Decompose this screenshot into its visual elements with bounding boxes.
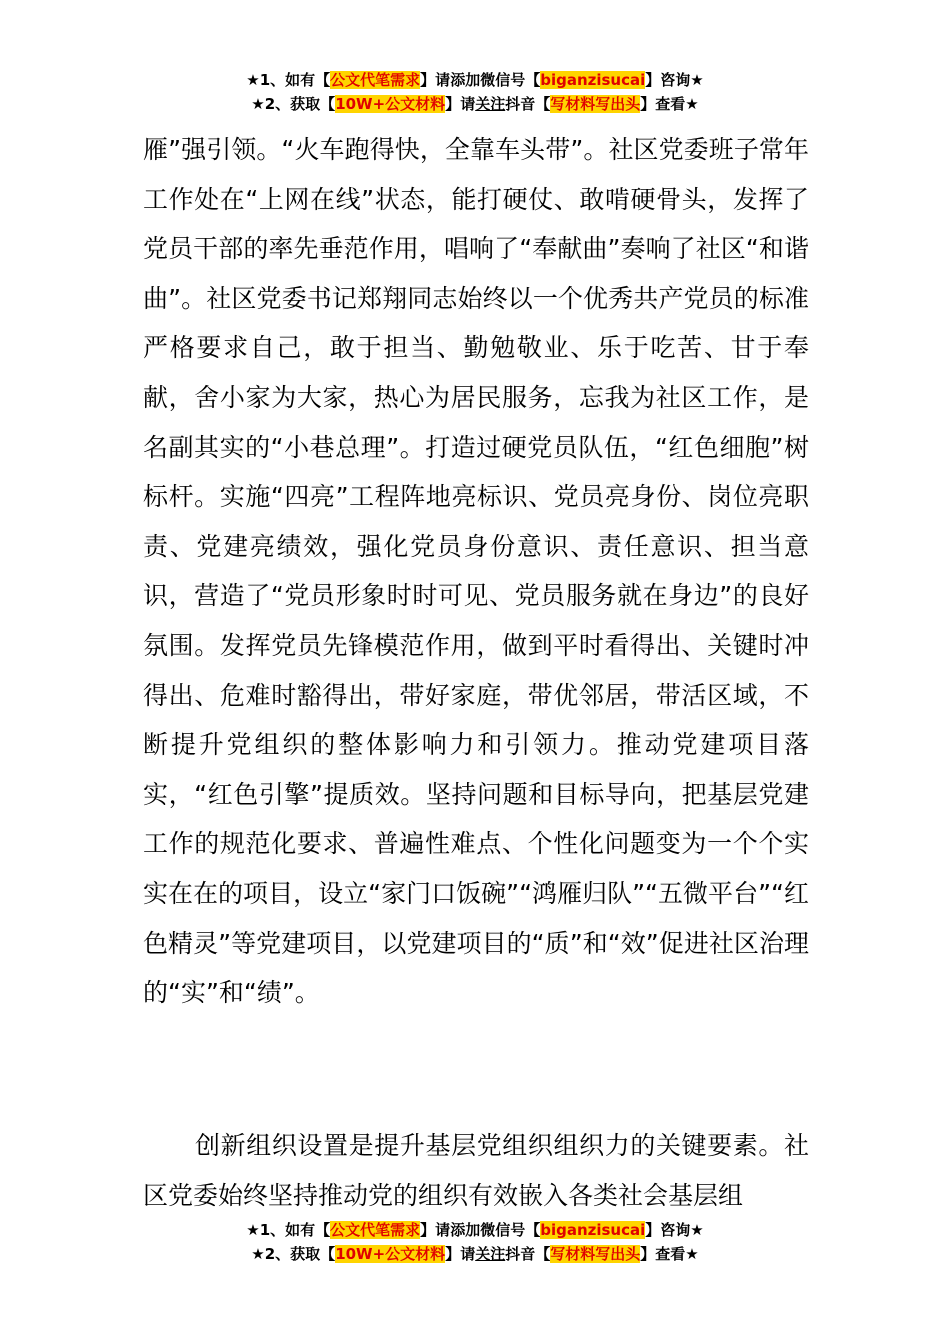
banner-line-1: ★1、如有【公文代笔需求】请添加微信号【biganzisucai】咨询★	[246, 1221, 704, 1239]
highlight-douyin: 写材料写出头	[550, 1245, 641, 1263]
header-banner	[0, 68, 950, 116]
banner-line-1: ★1、如有【公文代笔需求】请添加微信号【biganzisucai】咨询★	[246, 71, 704, 89]
paragraph-2: 创新组织设置是提升基层党组织组织力的关键要素。社区党委始终坚持推动党的组织有效嵌入各类社会基层组	[143, 1131, 809, 1210]
highlight-wechat-id: biganzisucai	[540, 71, 646, 89]
highlight-douyin: 写材料写出头	[550, 95, 641, 113]
highlight-wechat-id: biganzisucai	[540, 1221, 646, 1239]
highlight-materials: 10W+公文材料	[335, 1245, 446, 1263]
banner-line-2: ★2、获取【10W+公文材料】请关注抖音【写材料写出头】查看★	[251, 95, 699, 113]
highlight-materials: 10W+公文材料	[335, 95, 446, 113]
document-body	[143, 125, 809, 1018]
highlight-service: 公文代笔需求	[330, 1221, 421, 1239]
footer-banner	[0, 1218, 950, 1266]
paragraph-1: 雁”强引领。“火车跑得快，全靠车头带”。社区党委班子常年工作处在“上网在线”状态，能打硬仗、敢啃硬骨头，发挥了党员干部的率先垂范作用，唱响了“奉献曲”奏响了社区“和谐曲”。社区党委书记郑翔同志始终以一个优秀共产党员的标准严格要求自己，敢于担当、勤勉敬业、乐于吃苦、甘于奉献，舍小家为大家，热心为居民服务，忘我为社区工作，是名副其实的“小巷总理”。打造过硬党员队伍，“红色细胞”树标杆。实施“四亮”工程阵地亮标识、党员亮身份、岗位亮职责、党建亮绩效，强化党员身份意识、责任意识、担当意识，营造了“党员形象时时可见、党员服务就在身边”的良好氛围。发挥党员先锋模范作用，做到平时看得出、关键时冲得出、危难时豁得出，带好家庭，带优邻居，带活区域，不断提升党组织的整体影响力和引领力。推动党建项目落实，“红色引擎”提质效。坚持问题和目标导向，把基层党建工作的规范化要求、普遍性难点、个性化问题变为一个个实实在在的项目，设立“家门口饭碗”“鸿雁归队”“五微平台”“红色精灵”等党建项目，以党建项目的“质”和“效”促进社区治理的“实”和“绩”。	[143, 135, 809, 1008]
document-body-2	[143, 1121, 809, 1220]
highlight-service: 公文代笔需求	[330, 71, 421, 89]
banner-line-2: ★2、获取【10W+公文材料】请关注抖音【写材料写出头】查看★	[251, 1245, 699, 1263]
